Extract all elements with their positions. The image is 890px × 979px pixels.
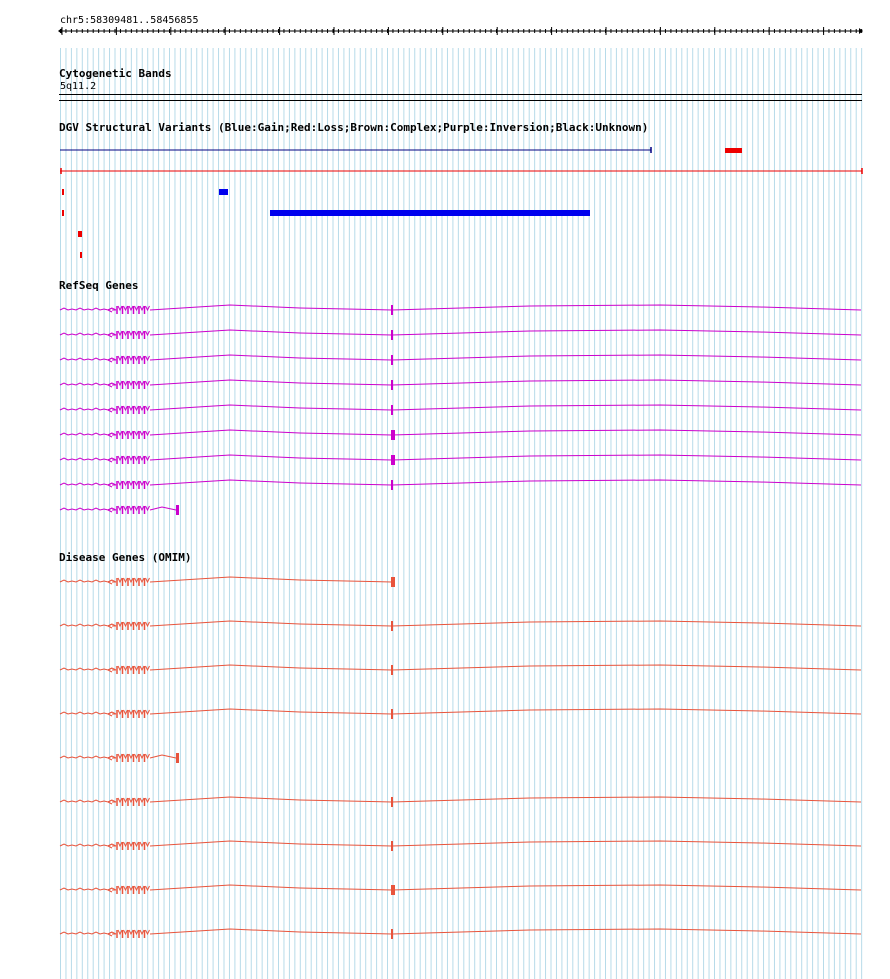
omim-gene-exon-end (176, 753, 179, 763)
omim-gene-exon-mid (391, 709, 393, 719)
dgv-variant-bar (62, 189, 64, 195)
refseq-gene-exon-mid (391, 380, 393, 390)
dgv-variant-bar (62, 210, 64, 216)
omim-gene-exon-mid (391, 885, 395, 895)
refseq-gene-exon-mid (391, 480, 393, 490)
dgv-variant-bar (270, 210, 590, 216)
refseq-gene-exon-mid (391, 355, 393, 365)
omim-gene-exon-mid (391, 577, 395, 587)
refseq-track-title: RefSeq Genes (59, 279, 139, 292)
omim-gene-exon-mid (391, 841, 393, 851)
ruler-right-arrow-icon (859, 28, 863, 34)
omim-gene-exon-mid (391, 665, 393, 675)
dgv-variant-bar (78, 231, 82, 237)
omim-gene-exon-mid (391, 797, 393, 807)
locus-label: chr5:58309481..58456855 (60, 15, 199, 26)
omim-gene-intron (150, 755, 176, 758)
dgv-track-title: DGV Structural Variants (Blue:Gain;Red:Loss;Brown:Complex;Purple:Inversion;Black:Unknown) (59, 121, 649, 134)
omim-track-title: Disease Genes (OMIM) (59, 551, 192, 564)
cytoband-label: 5q11.2 (60, 81, 97, 92)
dgv-variant-bar (219, 189, 228, 195)
omim-gene-exon-mid (391, 929, 393, 939)
refseq-gene-exon-mid (391, 430, 395, 440)
dgv-variant-bar (80, 252, 82, 258)
omim-gene-exon-mid (391, 621, 393, 631)
refseq-gene-exon-mid (391, 305, 393, 315)
dgv-variant-bar (725, 148, 742, 153)
refseq-gene-exon-end (176, 505, 179, 515)
refseq-gene-exon-mid (391, 405, 393, 415)
cytoband-track-title: Cytogenetic Bands (59, 67, 172, 80)
refseq-gene-exon-mid (391, 330, 393, 340)
refseq-gene-exon-mid (391, 455, 395, 465)
refseq-gene-intron (150, 507, 176, 510)
